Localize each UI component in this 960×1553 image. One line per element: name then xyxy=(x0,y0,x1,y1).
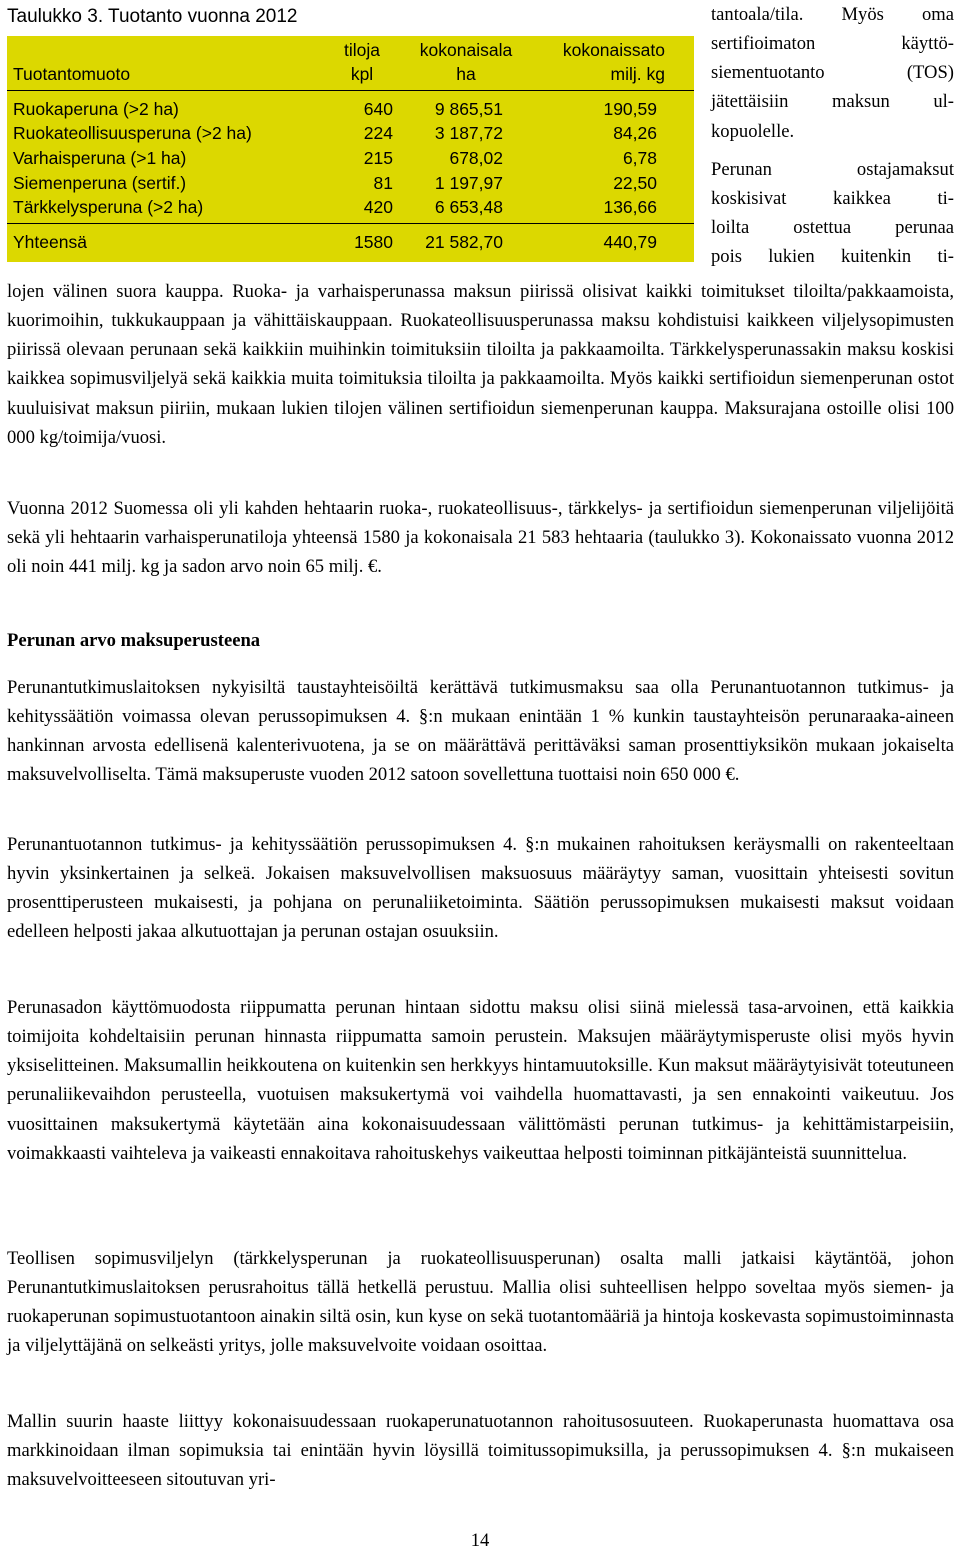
row-name: Varhaisperuna (>1 ha) xyxy=(13,148,187,168)
paragraph-5: Perunasadon käyttömuodosta riippumatta perunan hintaan sidottu maksu olisi siinä mielessä tasa-arvoinen, että kaikkia toimijoita kohdeltaisiin perunan hinnasta riippumatta samoin perustein. Maksujen määräytymisperuste olisi myös hyvin yksiselitteinen. Maksumallin heikkoutena on kuitenkin sen herkkyys hintamuutoksille. Kun maksut määräytyisivät toteutuneen perunaliikevaihdon perusteella, vuotuisen maksukertymä voi vaihdella huomattavasti, ja sen ennakointi vaikeutuu. Jos vuosittainen maksukertymä käytetään aina kokonaisuudessaan välittömästi perunan tutkimus- ja kehittämistarpeisiin, voimakkaasti vaihteleva ja vaikeasti ennakoitava rahoituskehys vaikeuttaa helposti toiminnan pitkäjänteistä suunnittelua. xyxy=(7,997,954,1164)
header-tiloja-line2: kpl xyxy=(350,64,374,84)
row-ala: 3 187,72 xyxy=(434,123,503,143)
header-tiloja xyxy=(323,38,401,86)
side-line: koskisivat kaikkea ti- xyxy=(711,187,954,209)
side-line: jätettäisiin maksun ul- xyxy=(711,91,954,113)
header-tuotantomuoto: Tuotantomuoto xyxy=(13,64,131,84)
header-kokonaisala-line1: kokonaisala xyxy=(419,40,513,60)
row-sato: 22,50 xyxy=(613,173,657,193)
header-rule xyxy=(7,90,694,91)
row-name: Tärkkelysperuna (>2 ha) xyxy=(13,197,204,217)
side-line: Perunan ostajamaksut xyxy=(711,158,954,180)
header-kokonaisala xyxy=(411,38,521,86)
page-number: 14 xyxy=(470,1530,490,1551)
row-tiloja: 420 xyxy=(363,197,393,217)
side-text xyxy=(711,0,954,271)
row-tiloja: 215 xyxy=(363,148,393,168)
side-line: kopuolelle. xyxy=(711,120,795,142)
paragraph-1: lojen välinen suora kauppa. Ruoka- ja varhaisperunassa maksun piirissä olisivat kaikki toimitukset tiloilta/pakkaamoista, kuorimoihin, tukkukauppaan ja vähittäiskauppaan. Ruokateollisuusperunassa maksu kohdistuisi kaikkeen viljelysopimusten piirissä olevaan perunaan sekä kaikkiin muihinkin toimituksiin tiloilta ja pakkaamoilta. Tärkkelysperunassakin maksu koskisi kaikkea sopimusviljelyä sekä kaikkia muita toimituksia tiloilta ja pakkaamoilta. Myös kaikki sertifioidun siemenperunan ostot kuuluisivat maksun piiriin, mukaan lukien tilojen välinen sertifioidun siemenperunan kauppa. Maksurajana ostoille olisi 100 000 kg/toimija/vuosi. xyxy=(7,281,954,448)
row-name: Ruokateollisuusperuna (>2 ha) xyxy=(13,123,252,143)
row-name: Siemenperuna (sertif.) xyxy=(13,173,187,193)
row-ala: 9 865,51 xyxy=(434,99,503,119)
row-tiloja: 640 xyxy=(363,99,393,119)
header-kokonaisala-line2: ha xyxy=(456,64,476,84)
row-ala: 1 197,97 xyxy=(434,173,503,193)
paragraph-2: Vuonna 2012 Suomessa oli yli kahden hehtaarin ruoka-, ruokateollisuus-, tärkkelys- ja sertifioidun siemenperunan viljelijöitä sekä yli hehtaarin varhaisperunatiloja yhteensä 1580 ja kokonaisala 21 583 hehtaaria (taulukko 3). Kokonaissato vuonna 2012 oli noin 441 milj. kg ja sadon arvo noin 65 milj. €. xyxy=(7,498,954,578)
row-tiloja: 81 xyxy=(373,173,393,193)
total-name: Yhteensä xyxy=(13,232,87,252)
side-line: tantoala/tila. Myös oma xyxy=(711,4,954,25)
section-heading: Perunan arvo maksuperusteena xyxy=(7,630,261,651)
paragraph-4: Perunantuotannon tutkimus- ja kehityssäätiön perussopimuksen 4. §:n mukainen rahoituksen keräysmalli on rakenteeltaan hyvin yksinkertainen ja selkeä. Jokaisen maksuvelvollisen maksuosuus määräytyy saman, vuosittain yhteisesti sovitun prosenttiperusteen mukaisesti, ja pohjana on perunaliiketoiminta. Säätiön perussopimuksen mukaisesti maksut voidaan edelleen helposti jakaa alkutuottajan ja perunan ostajan osuuksiin. xyxy=(7,834,954,943)
row-name: Ruokaperuna (>2 ha) xyxy=(13,99,179,119)
row-sato: 190,59 xyxy=(603,99,657,119)
row-sato: 136,66 xyxy=(603,197,657,217)
total-ala: 21 582,70 xyxy=(425,232,503,252)
header-kokonaissato-line2: milj. kg xyxy=(610,64,665,84)
row-ala: 678,02 xyxy=(449,148,503,168)
production-table xyxy=(7,36,694,262)
header-kokonaissato xyxy=(537,38,665,86)
side-line: pois lukien kuitenkin ti- xyxy=(711,246,954,268)
table-caption: Taulukko 3. Tuotanto vuonna 2012 xyxy=(7,6,298,27)
total-rule xyxy=(7,223,694,224)
row-sato: 6,78 xyxy=(622,148,657,168)
paragraph-7: Mallin suurin haaste liittyy kokonaisuudessaan ruokaperunatuotannon rahoitusosuuteen. Ruokaperunasta huomattava osa markkinoidaan ilman sopimuksia tai enintään hyvin löysillä toimitussopimuksilla, ja perussopimuksen 4. §:n mukaiseen maksuvelvoitteeseen sitoutuvan yri- xyxy=(7,1411,954,1491)
header-kokonaissato-line1: kokonaissato xyxy=(562,40,665,60)
row-ala: 6 653,48 xyxy=(434,197,503,217)
side-line: loilta ostettua perunaa xyxy=(711,217,954,239)
header-tiloja-line1: tiloja xyxy=(344,40,380,60)
total-tiloja: 1580 xyxy=(354,232,393,252)
row-tiloja: 224 xyxy=(363,123,393,143)
total-sato: 440,79 xyxy=(603,232,657,252)
side-line: sertifioimaton käyttö- xyxy=(711,33,954,55)
row-sato: 84,26 xyxy=(613,123,657,143)
side-line: siementuotanto (TOS) xyxy=(711,62,954,84)
paragraph-6: Teollisen sopimusviljelyn (tärkkelysperunan ja ruokateollisuusperunan) osalta malli jatkaisi käytäntöä, johon Perunantutkimuslaitoksen perusrahoitus tällä hetkellä perustuu. Mallia olisi suhteellisen helppo soveltaa myös siemen- ja ruokaperunan sopimustuotantoon ainakin siltä osin, kun kyse on sekä tuotantomääriä ja hintoja koskevasta sopimustoiminnasta ja viljelyttäjänä on selkeästi yritys, jolle maksuvelvoite voidaan osoittaa. xyxy=(7,1248,954,1357)
paragraph-3: Perunantutkimuslaitoksen nykyisiltä taustayhteisöiltä kerättävä tutkimusmaksu saa olla Perunantuotannon tutkimus- ja kehityssäätiön voimassa olevan perussopimuksen 4. §:n mukaan enintään 1 % kunkin taustayhteisön perunaraaka-aineen hankinnan arvosta edellisenä kalenterivuotena, ja se on määrättävä perittäväksi saman prosenttiyksikön mukaan jokaiselta maksuvelvolliselta. Tämä maksuperuste vuoden 2012 satoon sovellettuna tuottaisi noin 650 000 €. xyxy=(7,677,954,786)
